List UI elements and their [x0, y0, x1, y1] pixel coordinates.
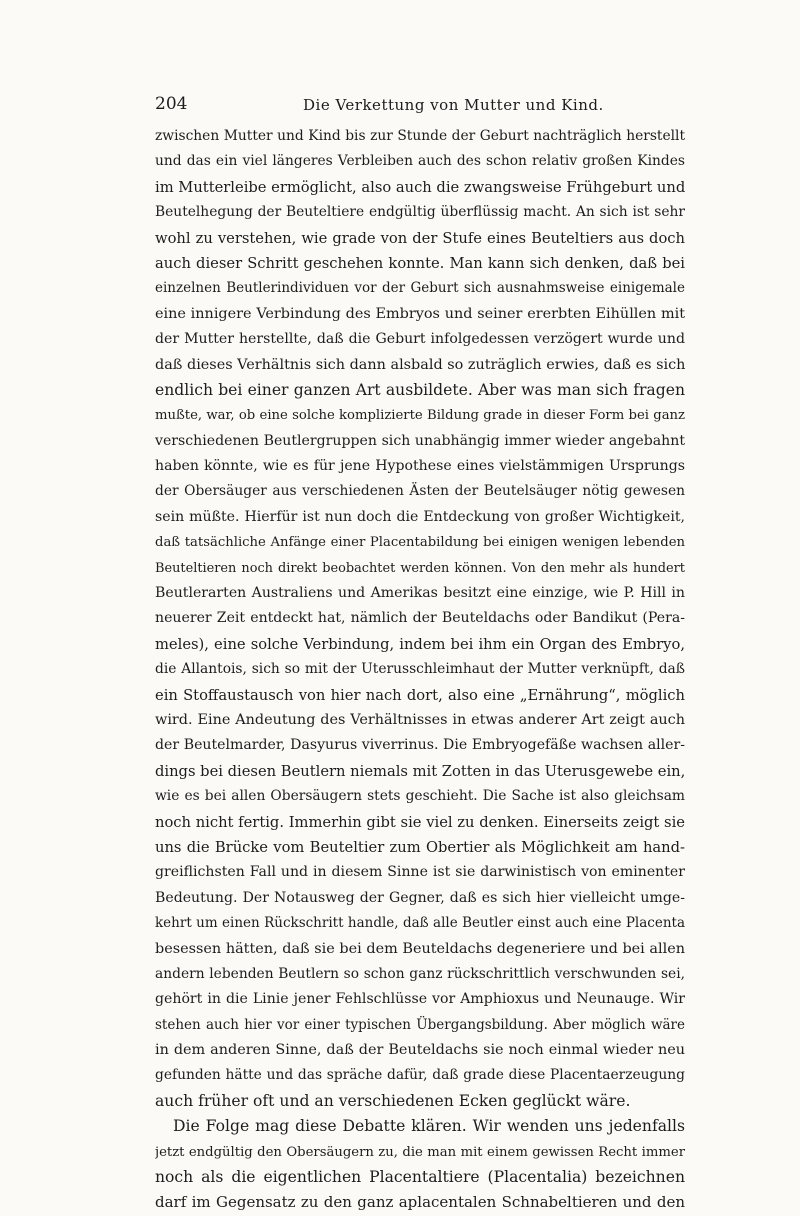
text-line: wohl zu verstehen, wie grade von der Stufe eines Beuteltiers aus doch [155, 229, 685, 247]
text-line: kehrt um einen Rückschritt handle, daß alle Beutler einst auch eine Placenta [155, 915, 685, 932]
text-line: uns die Brücke vom Beuteltier zum Obertier als Möglichkeit am hand- [155, 838, 685, 856]
text-line: im Mutterleibe ermöglicht, also auch die zwangsweise Frühgeburt und [155, 178, 685, 196]
text-line: daß tatsächliche Anfänge einer Placentabildung bei einigen wenigen lebenden [155, 535, 685, 551]
text-line: mußte, war, ob eine solche komplizierte Bildung grade in dieser Form bei ganz [155, 408, 685, 424]
text-line: und das ein viel längeres Verbleiben auch des schon relativ großen Kindes [155, 153, 685, 170]
page-header [155, 94, 690, 116]
text-line: eine innigere Verbindung des Embryos und seiner ererbten Eihüllen mit [155, 305, 685, 322]
text-line: der Beutelmarder, Dasyurus viverrinus. Die Embryogefäße wachsen aller- [155, 737, 685, 754]
text-line: noch nicht fertig. Immerhin gibt sie viel zu denken. Einerseits zeigt sie [155, 813, 685, 831]
text-line: greiflichsten Fall und in diesem Sinne ist sie darwinistisch von eminenter [155, 864, 685, 881]
text-line: stehen auch hier vor einer typischen Übergangsbildung. Aber möglich wäre [155, 1016, 685, 1033]
text-line: daß dieses Verhältnis sich dann alsbald so zuträglich erwies, daß es sich [155, 356, 685, 373]
text-line: dings bei diesen Beutlern niemals mit Zotten in das Uterusgewebe ein, [155, 762, 685, 780]
text-line: gehört in die Linie jener Fehlschlüsse vor Amphioxus und Neunauge. Wir [155, 991, 685, 1008]
text-line: gefunden hätte und das spräche dafür, daß grade diese Placentaerzeugung [155, 1067, 685, 1084]
paragraph-end-line: auch früher oft und an verschiedenen Ecken geglückt wäre. [155, 1091, 631, 1110]
text-line: Beutelhegung der Beuteltiere endgültig überflüssig macht. An sich ist sehr [155, 204, 685, 221]
text-line: die Allantois, sich so mit der Uterusschleimhaut der Mutter verknüpft, daß [155, 661, 685, 678]
text-line: meles), eine solche Verbindung, indem bei ihm ein Organ des Embryo, [155, 635, 685, 653]
text-line: noch als die eigentlichen Placentaltiere (Placentalia) bezeichnen [155, 1168, 685, 1187]
body-text [155, 124, 685, 1216]
text-line: haben könnte, wie es für jene Hypothese eines vielstämmigen Ursprungs [155, 458, 685, 475]
text-line: neuerer Zeit entdeckt hat, nämlich der Beuteldachs oder Bandikut (Pera- [155, 610, 685, 627]
text-line: verschiedenen Beutlergruppen sich unabhängig immer wieder angebahnt [155, 432, 685, 449]
page-number: 204 [155, 94, 188, 114]
text-line: wie es bei allen Obersäugern stets geschieht. Die Sache ist also gleichsam [155, 788, 685, 805]
text-line: darf im Gegensatz zu den ganz aplacentalen Schnabeltieren und den [155, 1193, 685, 1212]
text-line: Beuteltieren noch direkt beobachtet werden können. Von den mehr als hundert [155, 560, 685, 576]
text-line: auch dieser Schritt geschehen konnte. Man kann sich denken, daß bei [155, 254, 685, 272]
text-line: andern lebenden Beutlern so schon ganz rückschrittlich verschwunden sei, [155, 965, 685, 982]
text-line: Beutlerarten Australiens und Amerikas besitzt eine einzige, wie P. Hill in [155, 585, 685, 602]
text-line: Bedeutung. Der Notausweg der Gegner, daß es sich hier vielleicht umge- [155, 889, 685, 906]
running-title: Die Verkettung von Mutter und Kind. [303, 96, 604, 114]
text-line: der Obersäuger aus verschiedenen Ästen der Beutelsäuger nötig gewesen [155, 483, 685, 500]
text-line: besessen hätten, daß sie bei dem Beuteldachs degeneriere und bei allen [155, 940, 685, 957]
text-line: jetzt endgültig den Obersäugern zu, die man mit einem gewissen Recht immer [155, 1144, 685, 1160]
text-line: sein müßte. Hierfür ist nun doch die Entdeckung von großer Wichtigkeit, [155, 508, 685, 525]
text-line: zwischen Mutter und Kind bis zur Stunde der Geburt nachträglich herstellt [155, 128, 685, 144]
text-line: wird. Eine Andeutung des Verhältnisses in etwas anderer Art zeigt auch [155, 711, 685, 728]
text-line: endlich bei einer ganzen Art ausbildete. Aber was man sich fragen [155, 380, 685, 399]
text-line: ein Stoffaustausch von hier nach dort, also eine „Ernährung“, möglich [155, 686, 685, 704]
text-line: in dem anderen Sinne, daß der Beuteldachs sie noch einmal wieder neu [155, 1042, 685, 1059]
paragraph-start-line: Die Folge mag diese Debatte klären. Wir wenden uns jedenfalls [173, 1117, 685, 1136]
text-line: einzelnen Beutlerindividuen vor der Geburt sich ausnahmsweise einigemale [155, 280, 685, 297]
text-line: der Mutter herstellte, daß die Geburt infolgedessen verzögert wurde und [155, 331, 685, 348]
